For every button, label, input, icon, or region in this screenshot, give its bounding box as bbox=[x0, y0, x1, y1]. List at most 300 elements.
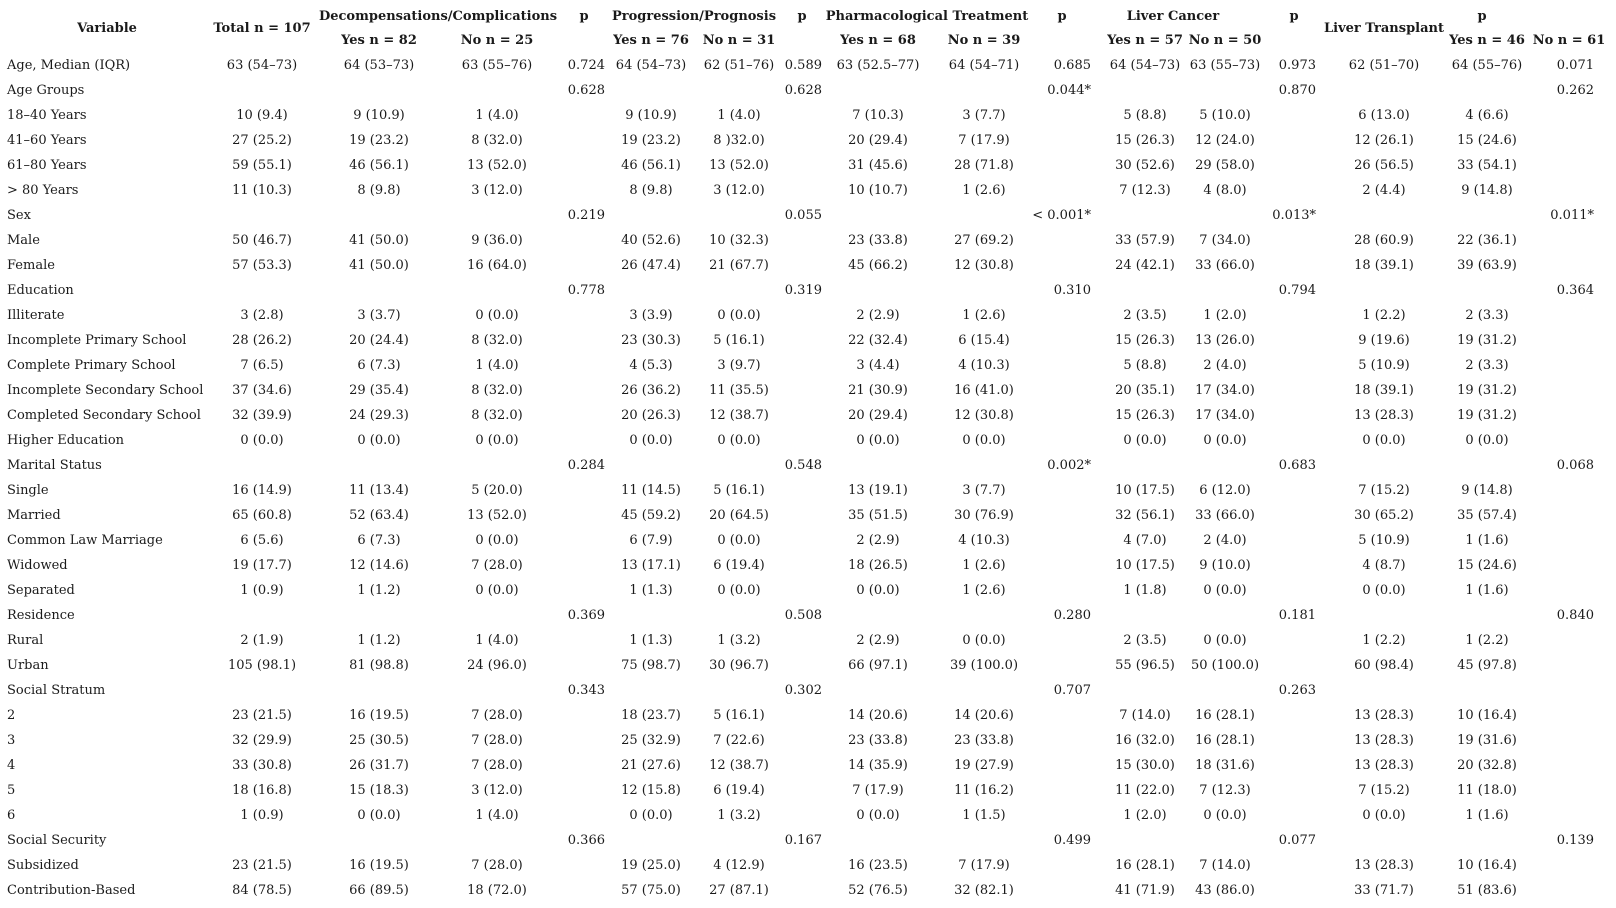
cancer-yes-cell: 20 (35.1) bbox=[1115, 383, 1175, 398]
row-label: Age, Median (IQR) bbox=[7, 58, 131, 73]
decomp-no-cell: 63 (55–76) bbox=[461, 58, 533, 73]
decomp-yes-cell: 41 (50.0) bbox=[349, 233, 409, 248]
cancer-p-cell: 0.181 bbox=[1278, 608, 1316, 623]
decomp-p-cell: 0.366 bbox=[567, 833, 605, 848]
decomp-yes-cell: 15 (18.3) bbox=[349, 783, 409, 798]
pharma-p-cell: 0.499 bbox=[1053, 833, 1091, 848]
transplant-cell: 6 (13.0) bbox=[1358, 108, 1410, 123]
row-label: 41–60 Years bbox=[7, 133, 87, 148]
header-p-decompensations: p bbox=[579, 9, 589, 24]
pharma-no-cell: 23 (33.8) bbox=[954, 733, 1014, 748]
header-cancer-yes: Yes n = 57 bbox=[1107, 33, 1183, 48]
total-cell: 63 (54–73) bbox=[226, 58, 298, 73]
prog-no-cell: 1 (3.2) bbox=[717, 633, 761, 648]
pharma-yes-cell: 22 (32.4) bbox=[848, 333, 908, 348]
cancer-no-cell: 63 (55–73) bbox=[1189, 58, 1261, 73]
pharma-no-cell: 3 (7.7) bbox=[962, 108, 1006, 123]
cancer-no-cell: 7 (14.0) bbox=[1199, 858, 1251, 873]
decomp-yes-cell: 16 (19.5) bbox=[349, 858, 409, 873]
decomp-no-cell: 5 (20.0) bbox=[471, 483, 523, 498]
pharma-yes-cell: 7 (17.9) bbox=[852, 783, 904, 798]
decomp-no-cell: 8 (32.0) bbox=[471, 133, 523, 148]
pharma-yes-cell: 20 (29.4) bbox=[848, 133, 908, 148]
prog-no-cell: 1 (3.2) bbox=[717, 808, 761, 823]
prog-no-cell: 0 (0.0) bbox=[717, 433, 761, 448]
decomp-no-cell: 0 (0.0) bbox=[475, 433, 519, 448]
cancer-p-cell: 0.077 bbox=[1278, 833, 1316, 848]
prog-no-cell: 27 (87.1) bbox=[709, 883, 769, 898]
decomp-no-cell: 1 (4.0) bbox=[475, 808, 519, 823]
prog-yes-cell: 26 (47.4) bbox=[621, 258, 681, 273]
trans-yes-cell: 1 (1.6) bbox=[1465, 583, 1509, 598]
row-label: Married bbox=[7, 508, 61, 523]
trans-p-cell: 0.071 bbox=[1556, 58, 1594, 73]
cancer-yes-cell: 2 (3.5) bbox=[1123, 308, 1167, 323]
decomp-yes-cell: 11 (13.4) bbox=[349, 483, 409, 498]
decomp-no-cell: 3 (12.0) bbox=[471, 183, 523, 198]
cancer-yes-cell: 5 (8.8) bbox=[1123, 108, 1167, 123]
cancer-yes-cell: 5 (8.8) bbox=[1123, 358, 1167, 373]
cancer-yes-cell: 11 (22.0) bbox=[1115, 783, 1175, 798]
transplant-cell: 0 (0.0) bbox=[1362, 433, 1406, 448]
decomp-yes-cell: 12 (14.6) bbox=[349, 558, 409, 573]
row-label: Residence bbox=[7, 608, 75, 623]
prog-p-cell: 0.319 bbox=[784, 283, 822, 298]
total-cell: 1 (0.9) bbox=[240, 808, 284, 823]
pharma-no-cell: 64 (54–71) bbox=[948, 58, 1020, 73]
trans-yes-cell: 9 (14.8) bbox=[1461, 483, 1513, 498]
header-trans-no: No n = 61 bbox=[1532, 33, 1606, 48]
row-label: Contribution-Based bbox=[7, 883, 136, 898]
pharma-no-cell: 16 (41.0) bbox=[954, 383, 1014, 398]
transplant-cell: 13 (28.3) bbox=[1354, 408, 1414, 423]
header-decompensations: Decompensations/Complications bbox=[318, 9, 558, 24]
pharma-yes-cell: 45 (66.2) bbox=[848, 258, 908, 273]
pharma-yes-cell: 0 (0.0) bbox=[856, 433, 900, 448]
pharma-p-cell: 0.685 bbox=[1053, 58, 1091, 73]
decomp-no-cell: 0 (0.0) bbox=[475, 308, 519, 323]
pharma-no-cell: 4 (10.3) bbox=[958, 358, 1010, 373]
header-p-liver-transplant: p bbox=[1477, 9, 1487, 24]
trans-yes-cell: 19 (31.6) bbox=[1457, 733, 1517, 748]
decomp-no-cell: 7 (28.0) bbox=[471, 733, 523, 748]
header-total: Total n = 107 bbox=[213, 21, 311, 36]
decomp-no-cell: 1 (4.0) bbox=[475, 633, 519, 648]
cancer-no-cell: 9 (10.0) bbox=[1199, 558, 1251, 573]
cancer-yes-cell: 15 (30.0) bbox=[1115, 758, 1175, 773]
decomp-yes-cell: 6 (7.3) bbox=[357, 358, 401, 373]
trans-yes-cell: 15 (24.6) bbox=[1457, 558, 1517, 573]
pharma-no-cell: 30 (76.9) bbox=[954, 508, 1014, 523]
cancer-no-cell: 1 (2.0) bbox=[1203, 308, 1247, 323]
row-label: Complete Primary School bbox=[7, 358, 176, 373]
pharma-no-cell: 27 (69.2) bbox=[954, 233, 1014, 248]
trans-yes-cell: 1 (2.2) bbox=[1465, 633, 1509, 648]
pharma-no-cell: 0 (0.0) bbox=[962, 633, 1006, 648]
pharma-p-cell: 0.002* bbox=[1047, 458, 1091, 473]
pharma-no-cell: 1 (2.6) bbox=[962, 183, 1006, 198]
prog-yes-cell: 19 (23.2) bbox=[621, 133, 681, 148]
decomp-yes-cell: 9 (10.9) bbox=[353, 108, 405, 123]
pharma-no-cell: 1 (2.6) bbox=[962, 308, 1006, 323]
prog-no-cell: 5 (16.1) bbox=[713, 483, 765, 498]
prog-yes-cell: 46 (56.1) bbox=[621, 158, 681, 173]
decomp-p-cell: 0.628 bbox=[567, 83, 605, 98]
decomp-yes-cell: 6 (7.3) bbox=[357, 533, 401, 548]
transplant-cell: 13 (28.3) bbox=[1354, 733, 1414, 748]
cancer-p-cell: 0.794 bbox=[1278, 283, 1316, 298]
pharma-no-cell: 0 (0.0) bbox=[962, 433, 1006, 448]
header-prog-no: No n = 31 bbox=[702, 33, 776, 48]
pharma-yes-cell: 14 (20.6) bbox=[848, 708, 908, 723]
pharma-no-cell: 7 (17.9) bbox=[958, 858, 1010, 873]
row-label: Widowed bbox=[7, 558, 68, 573]
prog-yes-cell: 23 (30.3) bbox=[621, 333, 681, 348]
decomp-no-cell: 18 (72.0) bbox=[467, 883, 527, 898]
total-cell: 0 (0.0) bbox=[240, 433, 284, 448]
header-p-liver-cancer: p bbox=[1289, 9, 1299, 24]
row-label: Subsidized bbox=[7, 858, 79, 873]
row-label: 3 bbox=[7, 733, 16, 748]
row-label: Social Stratum bbox=[7, 683, 106, 698]
transplant-cell: 13 (28.3) bbox=[1354, 708, 1414, 723]
prog-yes-cell: 21 (27.6) bbox=[621, 758, 681, 773]
transplant-cell: 5 (10.9) bbox=[1358, 358, 1410, 373]
pharma-yes-cell: 31 (45.6) bbox=[848, 158, 908, 173]
trans-yes-cell: 4 (6.6) bbox=[1465, 108, 1509, 123]
prog-no-cell: 3 (9.7) bbox=[717, 358, 761, 373]
pharma-yes-cell: 21 (30.9) bbox=[848, 383, 908, 398]
pharma-no-cell: 12 (30.8) bbox=[954, 408, 1014, 423]
total-cell: 27 (25.2) bbox=[232, 133, 292, 148]
header-decomp-no: No n = 25 bbox=[460, 33, 534, 48]
decomp-no-cell: 13 (52.0) bbox=[467, 508, 527, 523]
total-cell: 84 (78.5) bbox=[232, 883, 292, 898]
transplant-cell: 4 (8.7) bbox=[1362, 558, 1406, 573]
decomp-no-cell: 1 (4.0) bbox=[475, 358, 519, 373]
trans-p-cell: 0.840 bbox=[1556, 608, 1594, 623]
total-cell: 18 (16.8) bbox=[232, 783, 292, 798]
cancer-p-cell: 0.683 bbox=[1278, 458, 1316, 473]
cancer-no-cell: 43 (86.0) bbox=[1195, 883, 1255, 898]
prog-no-cell: 30 (96.7) bbox=[709, 658, 769, 673]
cancer-yes-cell: 15 (26.3) bbox=[1115, 333, 1175, 348]
decomp-yes-cell: 26 (31.7) bbox=[349, 758, 409, 773]
prog-no-cell: 62 (51–76) bbox=[703, 58, 775, 73]
total-cell: 7 (6.5) bbox=[240, 358, 284, 373]
trans-yes-cell: 0 (0.0) bbox=[1465, 433, 1509, 448]
prog-yes-cell: 0 (0.0) bbox=[629, 433, 673, 448]
cancer-yes-cell: 4 (7.0) bbox=[1123, 533, 1167, 548]
cancer-no-cell: 12 (24.0) bbox=[1195, 133, 1255, 148]
total-cell: 11 (10.3) bbox=[232, 183, 292, 198]
row-label: Incomplete Primary School bbox=[7, 333, 187, 348]
pharma-yes-cell: 52 (76.5) bbox=[848, 883, 908, 898]
pharma-no-cell: 39 (100.0) bbox=[949, 658, 1019, 673]
prog-no-cell: 21 (67.7) bbox=[709, 258, 769, 273]
prog-no-cell: 3 (12.0) bbox=[713, 183, 765, 198]
prog-yes-cell: 57 (75.0) bbox=[621, 883, 681, 898]
cancer-yes-cell: 10 (17.5) bbox=[1115, 483, 1175, 498]
prog-no-cell: 11 (35.5) bbox=[709, 383, 769, 398]
row-label: Common Law Marriage bbox=[7, 533, 163, 548]
pharma-no-cell: 11 (16.2) bbox=[954, 783, 1014, 798]
prog-no-cell: 8 )32.0) bbox=[713, 133, 765, 148]
transplant-cell: 5 (10.9) bbox=[1358, 533, 1410, 548]
pharma-yes-cell: 2 (2.9) bbox=[856, 308, 900, 323]
total-cell: 37 (34.6) bbox=[232, 383, 292, 398]
row-label: Illiterate bbox=[7, 308, 65, 323]
decomp-yes-cell: 3 (3.7) bbox=[357, 308, 401, 323]
cancer-no-cell: 0 (0.0) bbox=[1203, 633, 1247, 648]
cancer-no-cell: 17 (34.0) bbox=[1195, 383, 1255, 398]
decomp-yes-cell: 24 (29.3) bbox=[349, 408, 409, 423]
cancer-yes-cell: 10 (17.5) bbox=[1115, 558, 1175, 573]
cancer-no-cell: 5 (10.0) bbox=[1199, 108, 1251, 123]
cancer-p-cell: 0.870 bbox=[1278, 83, 1316, 98]
transplant-cell: 7 (15.2) bbox=[1358, 483, 1410, 498]
prog-yes-cell: 25 (32.9) bbox=[621, 733, 681, 748]
cancer-no-cell: 29 (58.0) bbox=[1195, 158, 1255, 173]
trans-yes-cell: 19 (31.2) bbox=[1457, 383, 1517, 398]
cancer-no-cell: 4 (8.0) bbox=[1203, 183, 1247, 198]
prog-p-cell: 0.548 bbox=[784, 458, 822, 473]
header-pharmacological: Pharmacological Treatment bbox=[825, 9, 1029, 24]
total-cell: 65 (60.8) bbox=[232, 508, 292, 523]
decomp-p-cell: 0.369 bbox=[567, 608, 605, 623]
cancer-yes-cell: 30 (52.6) bbox=[1115, 158, 1175, 173]
total-cell: 1 (0.9) bbox=[240, 583, 284, 598]
prog-yes-cell: 20 (26.3) bbox=[621, 408, 681, 423]
prog-yes-cell: 64 (54–73) bbox=[615, 58, 687, 73]
cancer-yes-cell: 33 (57.9) bbox=[1115, 233, 1175, 248]
trans-p-cell: 0.262 bbox=[1556, 83, 1594, 98]
header-prog-yes: Yes n = 76 bbox=[613, 33, 689, 48]
pharma-yes-cell: 3 (4.4) bbox=[856, 358, 900, 373]
decomp-yes-cell: 25 (30.5) bbox=[349, 733, 409, 748]
pharma-yes-cell: 63 (52.5–77) bbox=[836, 58, 920, 73]
prog-no-cell: 10 (32.3) bbox=[709, 233, 769, 248]
pharma-yes-cell: 66 (97.1) bbox=[848, 658, 908, 673]
pharma-p-cell: 0.707 bbox=[1053, 683, 1091, 698]
prog-yes-cell: 1 (1.3) bbox=[629, 633, 673, 648]
total-cell: 105 (98.1) bbox=[227, 658, 297, 673]
trans-p-cell: 0.068 bbox=[1556, 458, 1594, 473]
decomp-no-cell: 7 (28.0) bbox=[471, 858, 523, 873]
decomp-no-cell: 7 (28.0) bbox=[471, 558, 523, 573]
trans-yes-cell: 19 (31.2) bbox=[1457, 333, 1517, 348]
pharma-yes-cell: 23 (33.8) bbox=[848, 233, 908, 248]
pharma-no-cell: 1 (2.6) bbox=[962, 583, 1006, 598]
prog-yes-cell: 75 (98.7) bbox=[621, 658, 681, 673]
prog-no-cell: 0 (0.0) bbox=[717, 533, 761, 548]
transplant-cell: 60 (98.4) bbox=[1354, 658, 1414, 673]
pharma-p-cell: 0.310 bbox=[1053, 283, 1091, 298]
prog-p-cell: 0.167 bbox=[784, 833, 822, 848]
transplant-cell: 62 (51–70) bbox=[1348, 58, 1420, 73]
decomp-no-cell: 13 (52.0) bbox=[467, 158, 527, 173]
prog-yes-cell: 9 (10.9) bbox=[625, 108, 677, 123]
prog-p-cell: 0.589 bbox=[784, 58, 822, 73]
decomp-yes-cell: 19 (23.2) bbox=[349, 133, 409, 148]
header-variable: Variable bbox=[77, 21, 137, 36]
total-cell: 32 (39.9) bbox=[232, 408, 292, 423]
prog-yes-cell: 6 (7.9) bbox=[629, 533, 673, 548]
prog-yes-cell: 13 (17.1) bbox=[621, 558, 681, 573]
prog-yes-cell: 11 (14.5) bbox=[621, 483, 681, 498]
row-label: Separated bbox=[7, 583, 75, 598]
decomp-no-cell: 0 (0.0) bbox=[475, 583, 519, 598]
pharma-no-cell: 7 (17.9) bbox=[958, 133, 1010, 148]
trans-p-cell: 0.011* bbox=[1550, 208, 1594, 223]
pharma-yes-cell: 2 (2.9) bbox=[856, 633, 900, 648]
cancer-no-cell: 0 (0.0) bbox=[1203, 433, 1247, 448]
prog-yes-cell: 18 (23.7) bbox=[621, 708, 681, 723]
pharma-yes-cell: 7 (10.3) bbox=[852, 108, 904, 123]
total-cell: 10 (9.4) bbox=[236, 108, 288, 123]
pharma-yes-cell: 20 (29.4) bbox=[848, 408, 908, 423]
transplant-cell: 1 (2.2) bbox=[1362, 308, 1406, 323]
pharma-yes-cell: 35 (51.5) bbox=[848, 508, 908, 523]
trans-p-cell: 0.364 bbox=[1556, 283, 1594, 298]
decomp-yes-cell: 41 (50.0) bbox=[349, 258, 409, 273]
total-cell: 50 (46.7) bbox=[232, 233, 292, 248]
transplant-cell: 0 (0.0) bbox=[1362, 583, 1406, 598]
pharma-yes-cell: 0 (0.0) bbox=[856, 583, 900, 598]
decomp-p-cell: 0.284 bbox=[567, 458, 605, 473]
row-label: Sex bbox=[7, 208, 31, 223]
prog-yes-cell: 1 (1.3) bbox=[629, 583, 673, 598]
decomp-p-cell: 0.219 bbox=[567, 208, 605, 223]
transplant-cell: 30 (65.2) bbox=[1354, 508, 1414, 523]
header-cancer-no: No n = 50 bbox=[1188, 33, 1262, 48]
decomp-yes-cell: 46 (56.1) bbox=[349, 158, 409, 173]
transplant-cell: 2 (4.4) bbox=[1362, 183, 1406, 198]
prog-yes-cell: 19 (25.0) bbox=[621, 858, 681, 873]
trans-yes-cell: 1 (1.6) bbox=[1465, 533, 1509, 548]
cancer-no-cell: 0 (0.0) bbox=[1203, 808, 1247, 823]
prog-no-cell: 12 (38.7) bbox=[709, 758, 769, 773]
cancer-no-cell: 7 (12.3) bbox=[1199, 783, 1251, 798]
prog-no-cell: 5 (16.1) bbox=[713, 708, 765, 723]
transplant-cell: 1 (2.2) bbox=[1362, 633, 1406, 648]
prog-yes-cell: 12 (15.8) bbox=[621, 783, 681, 798]
cancer-no-cell: 2 (4.0) bbox=[1203, 358, 1247, 373]
prog-no-cell: 5 (16.1) bbox=[713, 333, 765, 348]
trans-yes-cell: 20 (32.8) bbox=[1457, 758, 1517, 773]
trans-yes-cell: 45 (97.8) bbox=[1457, 658, 1517, 673]
total-cell: 3 (2.8) bbox=[240, 308, 284, 323]
transplant-cell: 28 (60.9) bbox=[1354, 233, 1414, 248]
prog-yes-cell: 3 (3.9) bbox=[629, 308, 673, 323]
row-label: Higher Education bbox=[7, 433, 125, 448]
row-label: Single bbox=[7, 483, 49, 498]
pharma-yes-cell: 18 (26.5) bbox=[848, 558, 908, 573]
prog-yes-cell: 26 (36.2) bbox=[621, 383, 681, 398]
trans-yes-cell: 2 (3.3) bbox=[1465, 358, 1509, 373]
cancer-no-cell: 0 (0.0) bbox=[1203, 583, 1247, 598]
trans-yes-cell: 64 (55–76) bbox=[1451, 58, 1523, 73]
pharma-yes-cell: 10 (10.7) bbox=[848, 183, 908, 198]
decomp-yes-cell: 66 (89.5) bbox=[349, 883, 409, 898]
trans-p-cell: 0.139 bbox=[1556, 833, 1594, 848]
trans-yes-cell: 2 (3.3) bbox=[1465, 308, 1509, 323]
cancer-no-cell: 50 (100.0) bbox=[1190, 658, 1260, 673]
transplant-cell: 7 (15.2) bbox=[1358, 783, 1410, 798]
total-cell: 16 (14.9) bbox=[232, 483, 292, 498]
decomp-no-cell: 8 (32.0) bbox=[471, 333, 523, 348]
prog-yes-cell: 8 (9.8) bbox=[629, 183, 673, 198]
header-pharma-no: No n = 39 bbox=[947, 33, 1021, 48]
pharma-no-cell: 14 (20.6) bbox=[954, 708, 1014, 723]
header-trans-yes: Yes n = 46 bbox=[1449, 33, 1525, 48]
cancer-no-cell: 18 (31.6) bbox=[1195, 758, 1255, 773]
prog-no-cell: 12 (38.7) bbox=[709, 408, 769, 423]
header-progression: Progression/Prognosis bbox=[611, 9, 777, 24]
total-cell: 23 (21.5) bbox=[232, 708, 292, 723]
header-pharma-yes: Yes n = 68 bbox=[840, 33, 916, 48]
cancer-no-cell: 16 (28.1) bbox=[1195, 733, 1255, 748]
prog-no-cell: 0 (0.0) bbox=[717, 308, 761, 323]
pharma-no-cell: 12 (30.8) bbox=[954, 258, 1014, 273]
prog-yes-cell: 40 (52.6) bbox=[621, 233, 681, 248]
cancer-yes-cell: 7 (12.3) bbox=[1119, 183, 1171, 198]
cancer-no-cell: 16 (28.1) bbox=[1195, 708, 1255, 723]
prog-no-cell: 20 (64.5) bbox=[709, 508, 769, 523]
decomp-yes-cell: 16 (19.5) bbox=[349, 708, 409, 723]
prog-yes-cell: 45 (59.2) bbox=[621, 508, 681, 523]
pharma-yes-cell: 0 (0.0) bbox=[856, 808, 900, 823]
cancer-yes-cell: 15 (26.3) bbox=[1115, 133, 1175, 148]
pharma-p-cell: 0.280 bbox=[1053, 608, 1091, 623]
prog-yes-cell: 0 (0.0) bbox=[629, 808, 673, 823]
prog-no-cell: 6 (19.4) bbox=[713, 783, 765, 798]
cancer-yes-cell: 1 (2.0) bbox=[1123, 808, 1167, 823]
pharma-p-cell: 0.044* bbox=[1047, 83, 1091, 98]
prog-no-cell: 4 (12.9) bbox=[713, 858, 765, 873]
total-cell: 19 (17.7) bbox=[232, 558, 292, 573]
trans-yes-cell: 11 (18.0) bbox=[1457, 783, 1517, 798]
pharma-yes-cell: 14 (35.9) bbox=[848, 758, 908, 773]
cancer-yes-cell: 24 (42.1) bbox=[1115, 258, 1175, 273]
row-label: 4 bbox=[7, 758, 16, 773]
row-label: 6 bbox=[7, 808, 16, 823]
decomp-no-cell: 7 (28.0) bbox=[471, 758, 523, 773]
total-cell: 28 (26.2) bbox=[232, 333, 292, 348]
decomp-p-cell: 0.724 bbox=[567, 58, 605, 73]
row-label: 2 bbox=[7, 708, 16, 723]
decomp-yes-cell: 8 (9.8) bbox=[357, 183, 401, 198]
cancer-yes-cell: 32 (56.1) bbox=[1115, 508, 1175, 523]
cancer-no-cell: 7 (34.0) bbox=[1199, 233, 1251, 248]
trans-yes-cell: 9 (14.8) bbox=[1461, 183, 1513, 198]
decomp-no-cell: 7 (28.0) bbox=[471, 708, 523, 723]
header-liver-cancer: Liver Cancer bbox=[1126, 9, 1220, 24]
decomp-yes-cell: 29 (35.4) bbox=[349, 383, 409, 398]
cancer-no-cell: 6 (12.0) bbox=[1199, 483, 1251, 498]
decomp-no-cell: 16 (64.0) bbox=[467, 258, 527, 273]
decomp-no-cell: 0 (0.0) bbox=[475, 533, 519, 548]
prog-no-cell: 13 (52.0) bbox=[709, 158, 769, 173]
cancer-yes-cell: 16 (28.1) bbox=[1115, 858, 1175, 873]
pharma-no-cell: 6 (15.4) bbox=[958, 333, 1010, 348]
pharma-yes-cell: 13 (19.1) bbox=[848, 483, 908, 498]
header-p-progression: p bbox=[797, 9, 807, 24]
decomp-no-cell: 9 (36.0) bbox=[471, 233, 523, 248]
transplant-cell: 9 (19.6) bbox=[1358, 333, 1410, 348]
trans-yes-cell: 10 (16.4) bbox=[1457, 708, 1517, 723]
total-cell: 23 (21.5) bbox=[232, 858, 292, 873]
